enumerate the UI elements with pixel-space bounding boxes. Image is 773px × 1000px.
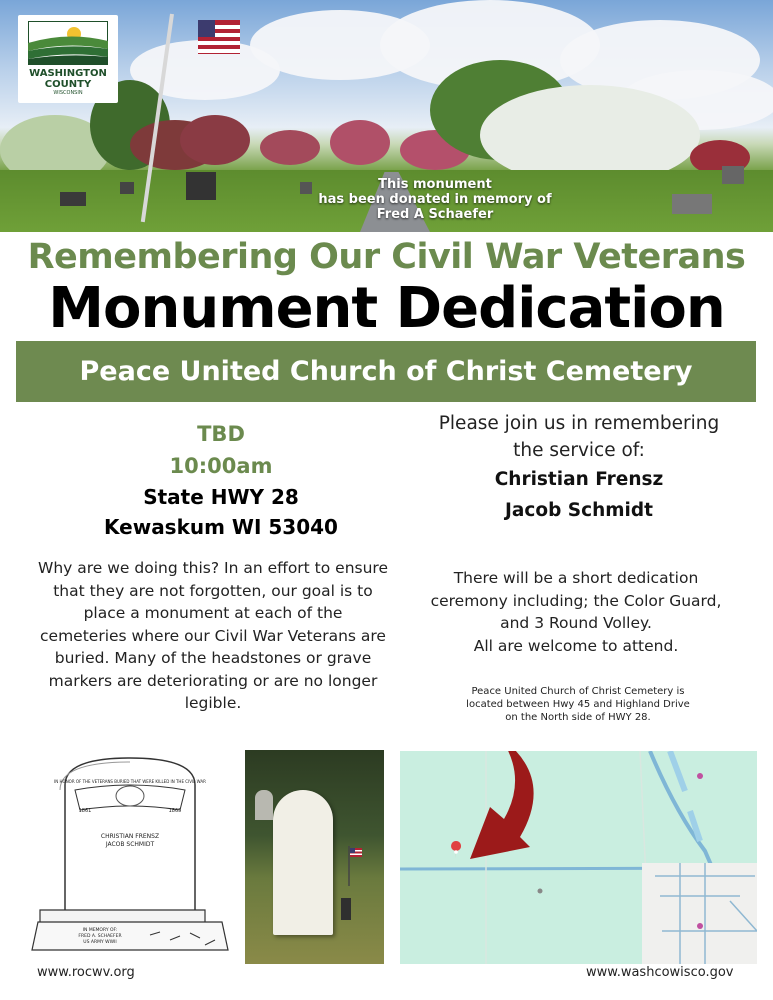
hero-photo bbox=[0, 0, 773, 232]
memorial-caption-line: has been donated in memory of bbox=[318, 192, 552, 207]
join-line: Please join us in remembering bbox=[438, 413, 720, 434]
headstone bbox=[120, 182, 134, 194]
veteran-name: Jacob Schmidt bbox=[505, 500, 653, 521]
event-date: TBD bbox=[197, 422, 245, 446]
tree bbox=[260, 130, 320, 165]
memorial-caption bbox=[300, 177, 570, 222]
page-title: Monument Dedication bbox=[48, 276, 725, 341]
location-line: on the North side of HWY 28. bbox=[505, 712, 651, 723]
tree bbox=[180, 115, 250, 165]
tree bbox=[330, 120, 390, 165]
headstone bbox=[60, 192, 86, 206]
why-paragraph: Why are we doing this? In an effort to ensure that they are not forgotten, our goal is to place a monument at each of the cemeteries where our Civil War Veterans are buried. Many of the headstones or grave markers are deteriorating or are no longer legible. bbox=[38, 559, 388, 712]
memorial-caption-line: Fred A Schaefer bbox=[376, 207, 494, 222]
location-note bbox=[446, 685, 710, 724]
logo-line: WASHINGTON bbox=[29, 68, 107, 79]
join-section bbox=[420, 410, 738, 526]
logo-line: COUNTY bbox=[44, 79, 92, 90]
grave-marker-photo bbox=[245, 750, 384, 964]
event-time: 10:00am bbox=[169, 454, 273, 478]
background-headstone bbox=[255, 790, 273, 820]
footer-link-washcowisco[interactable]: www.washcowisco.gov bbox=[586, 965, 734, 980]
dedication-line: All are welcome to attend. bbox=[473, 636, 679, 655]
memorial-caption-line: This monument bbox=[378, 177, 492, 192]
headstone-illustration bbox=[30, 750, 230, 960]
dedication-line: ceremony including; the Color Guard, bbox=[430, 591, 722, 610]
event-details bbox=[20, 418, 422, 542]
landscape-logo-icon bbox=[28, 21, 108, 65]
headstone-memory-line: US ARMY WWII bbox=[83, 940, 117, 945]
headstone-memory-line: IN MEMORY OF: bbox=[82, 928, 118, 933]
dedication-line: There will be a short dedication bbox=[453, 569, 699, 587]
red-arrow-icon bbox=[460, 751, 550, 867]
headstone-year-left: 1861 bbox=[78, 808, 92, 814]
dedication-line: and 3 Round Volley. bbox=[500, 614, 652, 632]
headstone bbox=[672, 194, 712, 214]
headstone-memory-line: FRED A. SCHAEFER bbox=[78, 934, 122, 939]
map-roads bbox=[400, 751, 757, 964]
washington-county-logo bbox=[18, 15, 118, 103]
logo-line: WISCONSIN bbox=[53, 90, 83, 96]
headstone-name: JACOB SCHMIDT bbox=[105, 841, 155, 848]
location-line: located between Hwy 45 and Highland Drive bbox=[466, 699, 690, 710]
veteran-name: Christian Frensz bbox=[494, 469, 664, 490]
logo-wordmark bbox=[18, 68, 118, 97]
cemetery-banner: Peace United Church of Christ Cemetery bbox=[16, 341, 756, 402]
headstone bbox=[186, 172, 216, 200]
location-line: Peace United Church of Christ Cemetery is bbox=[471, 686, 685, 697]
headstone-year-right: 1865 bbox=[168, 808, 182, 814]
location-map bbox=[400, 751, 757, 964]
event-city: Kewaskum WI 53040 bbox=[104, 515, 338, 539]
grave-marker-post bbox=[341, 898, 351, 920]
small-flag-icon bbox=[347, 846, 363, 886]
subtitle: Remembering Our Civil War Veterans bbox=[27, 237, 746, 277]
white-headstone bbox=[273, 790, 333, 935]
headstone-name: CHRISTIAN FRENSZ bbox=[100, 833, 160, 840]
footer-link-rocwv[interactable]: www.rocwv.org bbox=[37, 965, 135, 980]
american-flag-icon bbox=[198, 20, 240, 54]
join-line: the service of: bbox=[513, 440, 645, 461]
headstone-banner-text: IN HONOR OF THE VETERANS BURIED THAT WERE KILLED IN THE CIVIL WAR bbox=[54, 779, 206, 784]
event-street: State HWY 28 bbox=[143, 485, 299, 509]
dedication-paragraph bbox=[420, 567, 732, 657]
headstone bbox=[722, 166, 744, 184]
